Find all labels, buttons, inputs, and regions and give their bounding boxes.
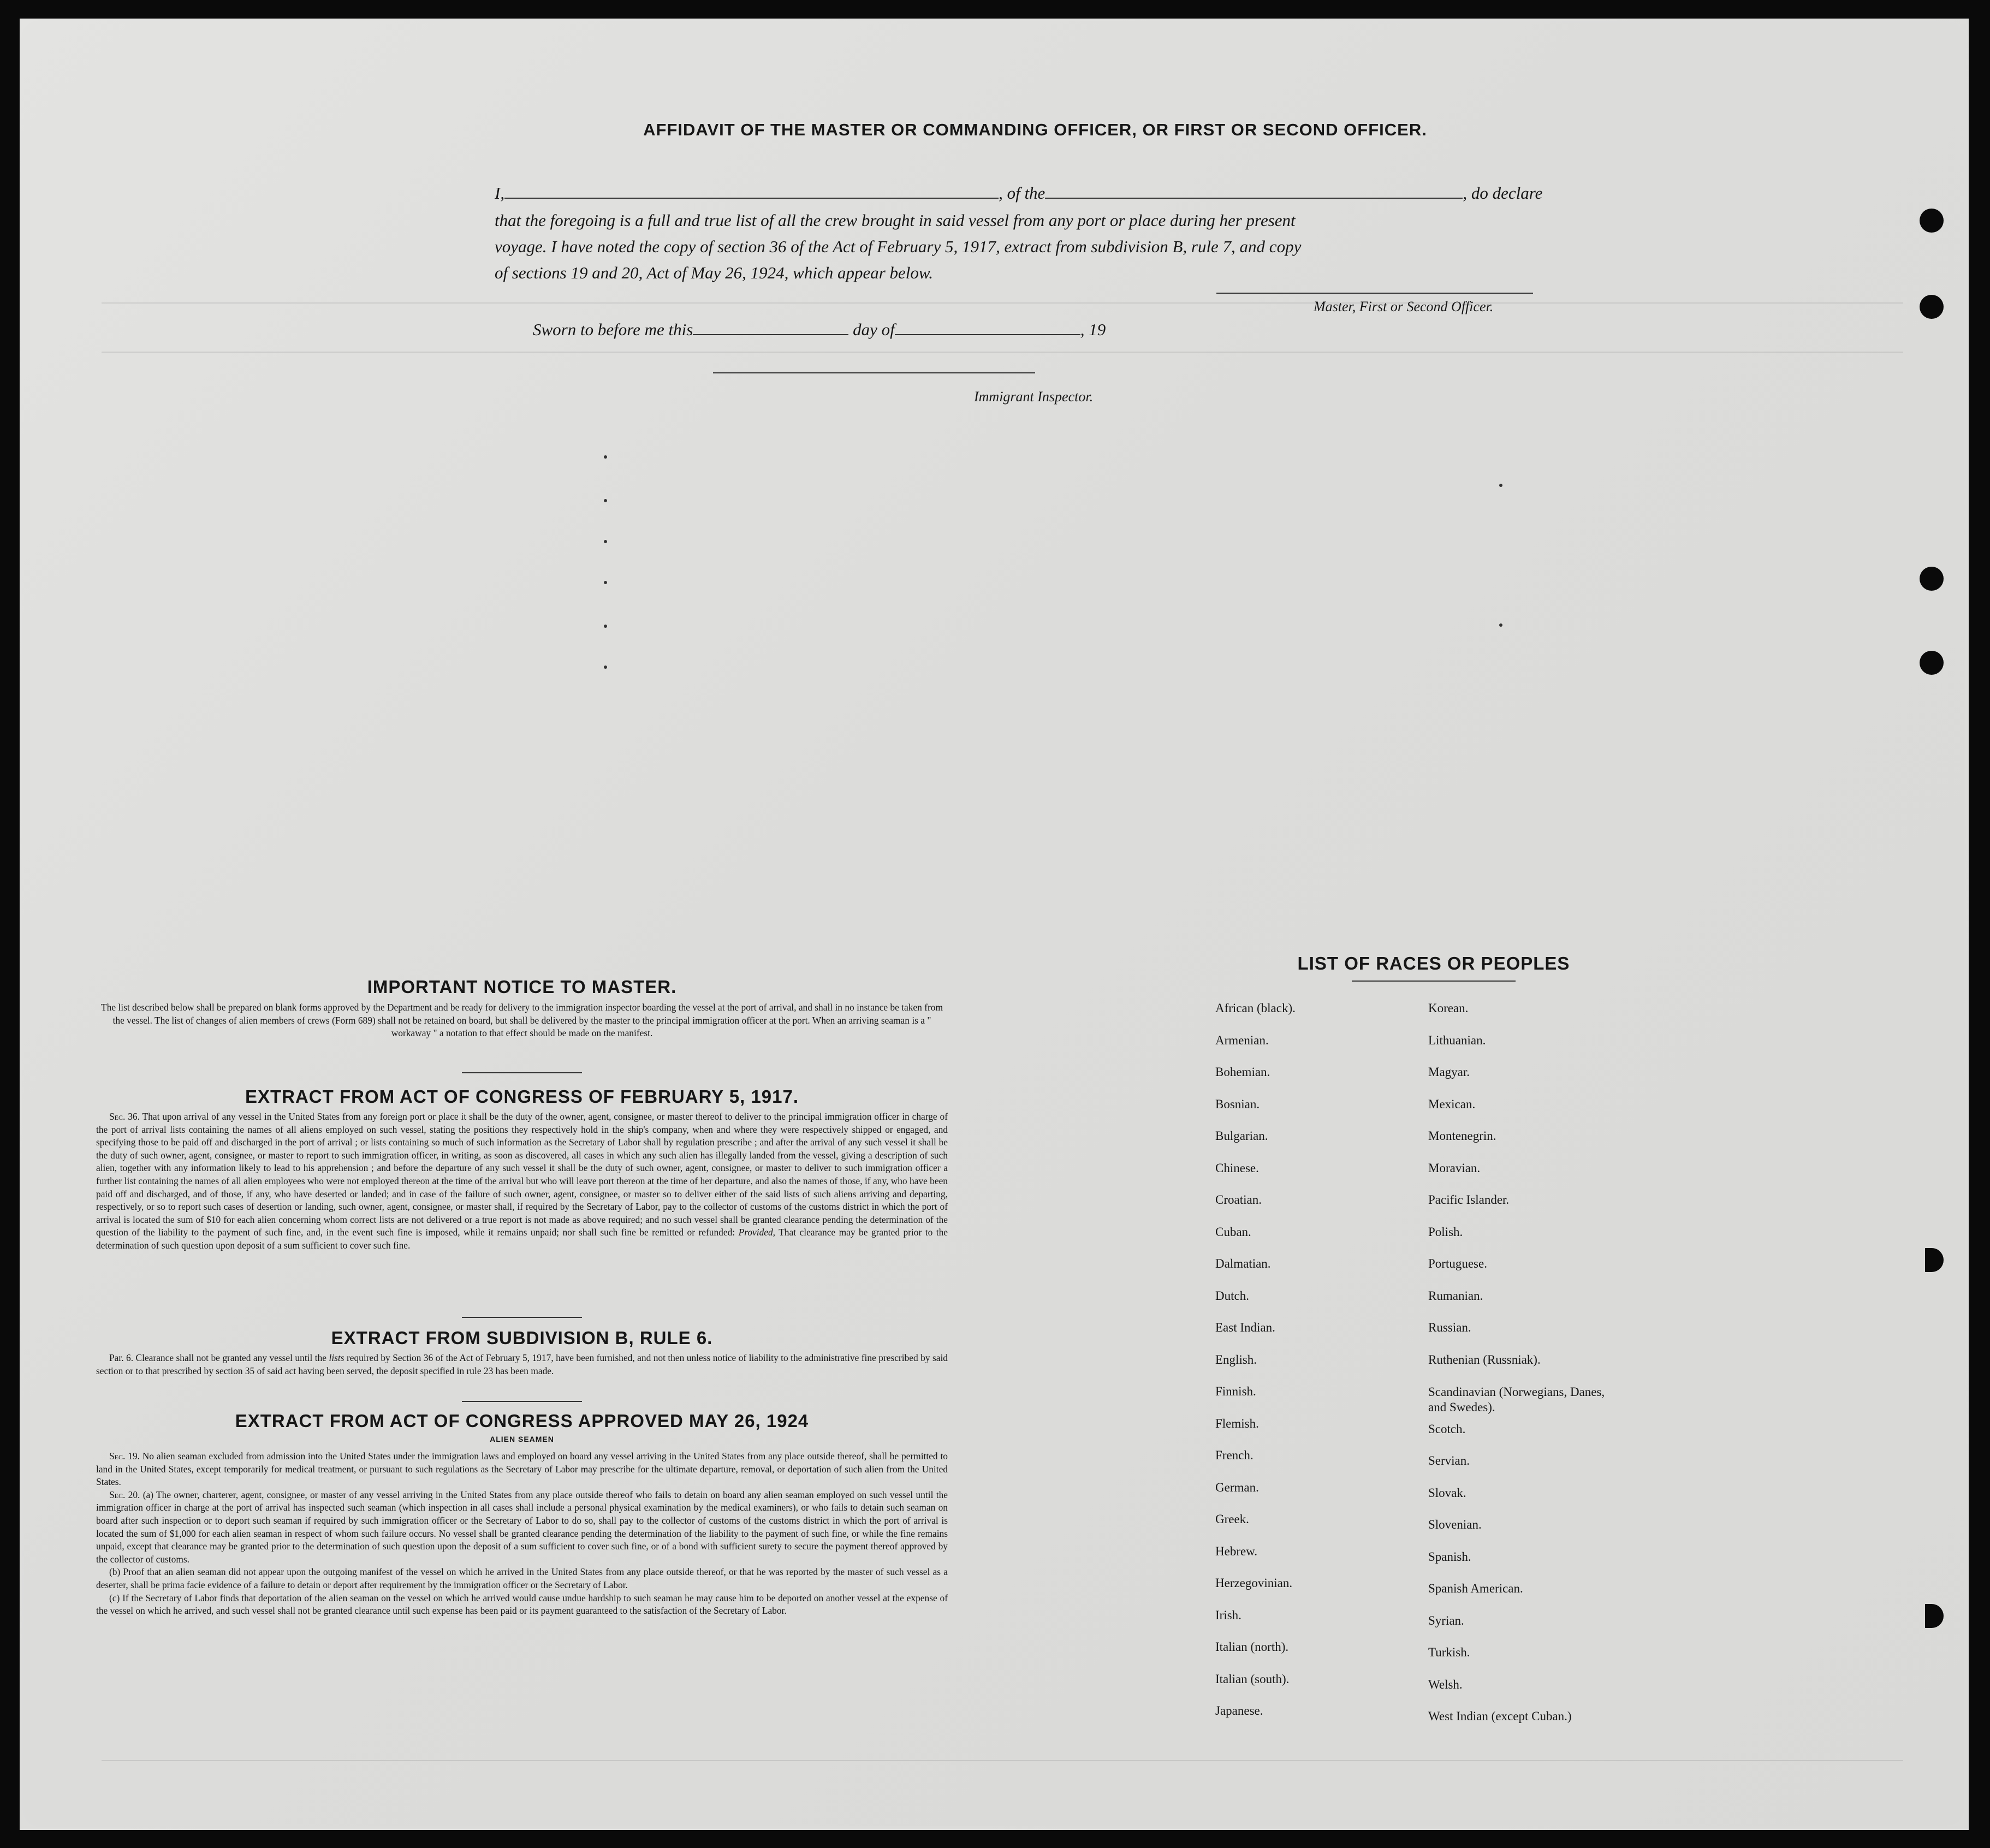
leader-dot [604,581,607,584]
sec-20b-paragraph [96,1566,948,1591]
rule6-text-a: Clearance shall not be granted any vessel until the [135,1352,327,1363]
par-6-label: Par. 6. [109,1352,134,1363]
day-blank[interactable] [693,334,848,335]
extract-1917-title: EXTRACT FROM ACT OF CONGRESS OF FEBRUARY 5, 1917. [245,1086,799,1107]
ghost-rule [102,352,1903,353]
race-item: Bohemian. [1215,1065,1270,1079]
extract-rule6-title: EXTRACT FROM SUBDIVISION B, RULE 6. [331,1328,713,1348]
proviso-text: That clearance may be granted prior to the determination of such question upon deposit of a sum sufficient to cover such fine. [96,1227,948,1251]
affidavit-declare: , do declare [1463,183,1543,203]
sec-19-text: No alien seaman excluded from admission into the United States under the immigration laws and employed on board any vessel arriving in the United States from any place outside thereof, shall be permitted to land in the United States, except temporarily for medical treatment, or pursuant to such regulations as the Secretary of Labor may prescribe for the ultimate departure, removal, or deportation of such alien from the United States. [96,1451,948,1488]
punch-hole [1925,1604,1944,1628]
race-item: Russian. [1428,1321,1471,1334]
sec-36-text: That upon arrival of any vessel in the United States from any foreign port or place it shall be the duty of the owner, agent, consignee, or master thereof to deliver to the principal immigration officer in charge of the port of arrival lists containing the names of all aliens employed on such vessel, stating the positions they respectively hold in the ship's company, when and where they were respectively shipped or engaged, and specifying those to be paid off and discharged in the port of arrival ; or lists containing so much of such information as the Secretary of Labor shall by regulation prescribe ; and after the arrival of any such vessel it shall be the duty of such owner, agent, consignee, or master to report to such immigration officer, in writing, as soon as discovered, all cases in which any such alien has illegally landed from the vessel, giving a description of such alien, together with any information likely to lead to his apprehension ; and before the departure of any such vessel it shall be the duty of such owner, agent, consignee, or master to deliver to such immigration officer a further list containing the names of all alien employees who were not employed thereon at the time of the arrival but who will leave port thereon at the time of her departure, and also the names of those, if any, who have been paid off and discharged, and of those, if any, who have deserted or landed; and in case of the failure of such owner, agent, consignee, or master so to deliver either of the said lists of such aliens arriving and departing, respectively, or so to report such cases of desertion or landing, such owner, agent, consignee, or master shall, if required by the Secretary of Labor, pay to the collector of customs of the customs district in which the port of arrival is located the sum of $10 for each alien concerning whom correct lists are not delivered or a true report is not made as above required; and no such vessel shall be granted clearance pending the determination of the question of the liability to the payment of such fine, and, in the event such fine is imposed, while it remains unpaid; nor shall such fine be remitted or refunded: [96,1111,948,1238]
race-item: Magyar. [1428,1065,1470,1079]
leader-dot [604,455,607,459]
leader-dot [1499,484,1502,487]
lists-word: lists [329,1352,344,1363]
race-item: Spanish American. [1428,1582,1523,1595]
master-label: Master, First or Second Officer. [1314,299,1494,314]
race-item: Cuban. [1215,1225,1251,1239]
race-item: Hebrew. [1215,1544,1258,1558]
affidavit-i: I, [495,183,505,203]
month-blank[interactable] [895,334,1080,335]
race-item: Greek. [1215,1512,1249,1526]
race-item: Bosnian. [1215,1097,1260,1111]
proviso-word: Provided, [738,1227,776,1238]
race-item: Moravian. [1428,1161,1481,1175]
ghost-rule [102,302,1903,304]
sec-19-paragraph [96,1450,948,1489]
alien-seamen-subtitle: ALIEN SEAMEN [490,1435,554,1443]
races-title: LIST OF RACES OR PEOPLES [1297,953,1570,973]
sec-19-label: Sec. 19. [109,1451,140,1461]
race-item: Croatian. [1215,1193,1262,1207]
sec-20-label: Sec. 20. [109,1489,140,1500]
race-item: Syrian. [1428,1613,1464,1627]
race-item: Italian (north). [1215,1640,1289,1654]
punch-hole [1925,1248,1944,1272]
day-of: day of [853,320,895,339]
race-item: Lithuanian. [1428,1033,1486,1047]
notice-body: The list described below shall be prepared on blank forms approved by the Department and be ready for delivery to the immigration inspector boarding the vessel at the port of arrival, and shall in no instance be taken from the vessel. The list of changes of alien members of crews (Form 689) shall not be retained on board, but shall be delivered by the master to the principal immigration officer at the port. When an arriving seaman is a " workaway " a notation to that effect should be made on the manifest. [101,1002,943,1039]
manifest-page [20,19,1969,1830]
inspector-label: Immigrant Inspector. [974,389,1094,405]
extract-rule6-body [96,1352,948,1377]
race-item: Irish. [1215,1608,1241,1622]
races-rule [1352,981,1516,982]
race-item: Herzegovinian. [1215,1576,1293,1590]
race-item: Montenegrin. [1428,1129,1496,1143]
race-item: Polish. [1428,1225,1463,1239]
affidavit-line-4: of sections 19 and 20, Act of May 26, 1924, which appear below. [495,263,934,282]
race-item: Bulgarian. [1215,1129,1268,1143]
sec-20a-text: (a) The owner, charterer, agent, consignee, or master of any vessel arriving in the United States from any place outside thereof who fails to detain on board any alien seaman employed on such vessel until the immigration officer in charge at the port of arrival has inspected such seaman (which inspection in all cases shall include a personal physical examination by the medical examiners), or who fails to detain such seaman on board after such inspection or to deport such seaman if required by such immigration officer or the Secretary of Labor to do so, shall pay to the collector of customs of the customs district in which the port of arrival is located the sum of $1,000 for each alien seaman in respect of whom such failure occurs. No vessel shall be granted clearance pending the determination of the liability to the payment of such fine, or while the fine remains unpaid, except that clearance may be granted prior to the determination of such question upon the deposit of a sum sufficient to cover such fine, or of a bond with sufficient surety to secure the payment thereof approved by the collector of customs. [96,1489,948,1565]
affidavit-line-2: that the foregoing is a full and true list of all the crew brought in said vessel from any port or place during her present [495,211,1296,230]
race-item: Dutch. [1215,1288,1249,1303]
race-item: Chinese. [1215,1161,1259,1175]
punch-hole [1920,209,1944,233]
race-item: Pacific Islander. [1428,1193,1510,1207]
notice-title: IMPORTANT NOTICE TO MASTER. [367,977,677,997]
race-item: Japanese. [1215,1704,1263,1718]
leader-dot [604,665,607,669]
race-item: Spanish. [1428,1549,1471,1564]
race-item: French. [1215,1448,1254,1462]
punch-hole [1920,295,1944,319]
race-item: Welsh. [1428,1677,1463,1691]
punch-hole [1920,567,1944,591]
race-item: Flemish. [1215,1416,1259,1430]
sec-20c-paragraph [96,1592,948,1618]
race-item: Scandinavian (Norwegians, Danes, and Swedes). [1428,1385,1605,1414]
sec-20a-paragraph [96,1489,948,1566]
leader-dot [604,625,607,628]
race-item: West Indian (except Cuban.) [1428,1709,1572,1723]
leader-dot [604,499,607,502]
race-item: Armenian. [1215,1033,1269,1047]
race-item: Dalmatian. [1215,1257,1271,1270]
sworn-prefix: Sworn to before me this [533,320,693,339]
extract-1924-body [96,1450,948,1618]
year-prefix: , 19 [1080,320,1106,339]
master-signature-line[interactable] [1216,293,1533,294]
extract-1917-body [96,1110,948,1252]
race-item: German. [1215,1480,1259,1494]
race-item: Slovenian. [1428,1518,1482,1531]
race-item: Portuguese. [1428,1257,1487,1270]
affidavit-of-the: , of the [999,183,1046,203]
divider [462,1401,582,1402]
sworn-line [533,320,1106,340]
rule6-text-b: required by Section 36 of the Act of February 5, 1917, have been furnished, and not then unless notice of liability to the administrative fine prescribed by said section or to that prescribed by section 35 of said act having been served, the deposit specified in rule 23 has been made. [96,1352,948,1376]
race-item: Korean. [1428,1001,1469,1015]
race-item: Servian. [1428,1454,1470,1467]
leader-dot [604,540,607,543]
name-blank[interactable] [504,198,999,199]
extract-1924-title: EXTRACT FROM ACT OF CONGRESS APPROVED MAY 26, 1924 [235,1411,809,1431]
race-item: Rumanian. [1428,1288,1483,1303]
affidavit-line-3: voyage. I have noted the copy of section 36 of the Act of February 5, 1917, extract from subdivision B, rule 7, and copy [495,237,1302,256]
sec-20b-text: (b) Proof that an alien seaman did not appear upon the outgoing manifest of the vessel on which he arrived in the United States from any place outside thereof, or that he was reported by the master of such vessel as a deserter, shall be prima facie evidence of a failure to detain or deport after requirement by the immigration officer or the Secretary of Labor. [96,1566,948,1590]
ghost-rule [102,1760,1903,1761]
race-item: Scotch. [1428,1422,1466,1436]
sec-20c-text: (c) If the Secretary of Labor finds that deportation of the alien seaman on the vessel on which he arrived would cause undue hardship to such seaman he may cause him to be deported on another vessel at the expense of the vessel on which he arrived, and such vessel shall not be granted clearance until such expense has been paid or its payment guaranteed to the satisfaction of the Secretary of Labor. [96,1592,948,1617]
race-item: Turkish. [1428,1645,1470,1659]
affidavit-title: AFFIDAVIT OF THE MASTER OR COMMANDING OFFICER, OR FIRST OR SECOND OFFICER. [643,120,1427,139]
race-item: English. [1215,1352,1257,1366]
sec-36-label: Sec. 36. [109,1111,140,1122]
race-item: Italian (south). [1215,1672,1290,1686]
race-item: Mexican. [1428,1097,1476,1111]
divider [462,1072,582,1073]
leader-dot [1499,623,1502,627]
affidavit-line-1 [495,183,1542,203]
divider [462,1317,582,1318]
race-item: African (black). [1215,1001,1296,1015]
inspector-signature-line[interactable] [713,372,1035,373]
punch-hole [1920,651,1944,675]
race-item: Finnish. [1215,1384,1256,1398]
race-item: Ruthenian (Russniak). [1428,1352,1541,1366]
race-item: Slovak. [1428,1485,1466,1500]
race-item: East Indian. [1215,1321,1275,1334]
vessel-blank[interactable] [1045,198,1463,199]
